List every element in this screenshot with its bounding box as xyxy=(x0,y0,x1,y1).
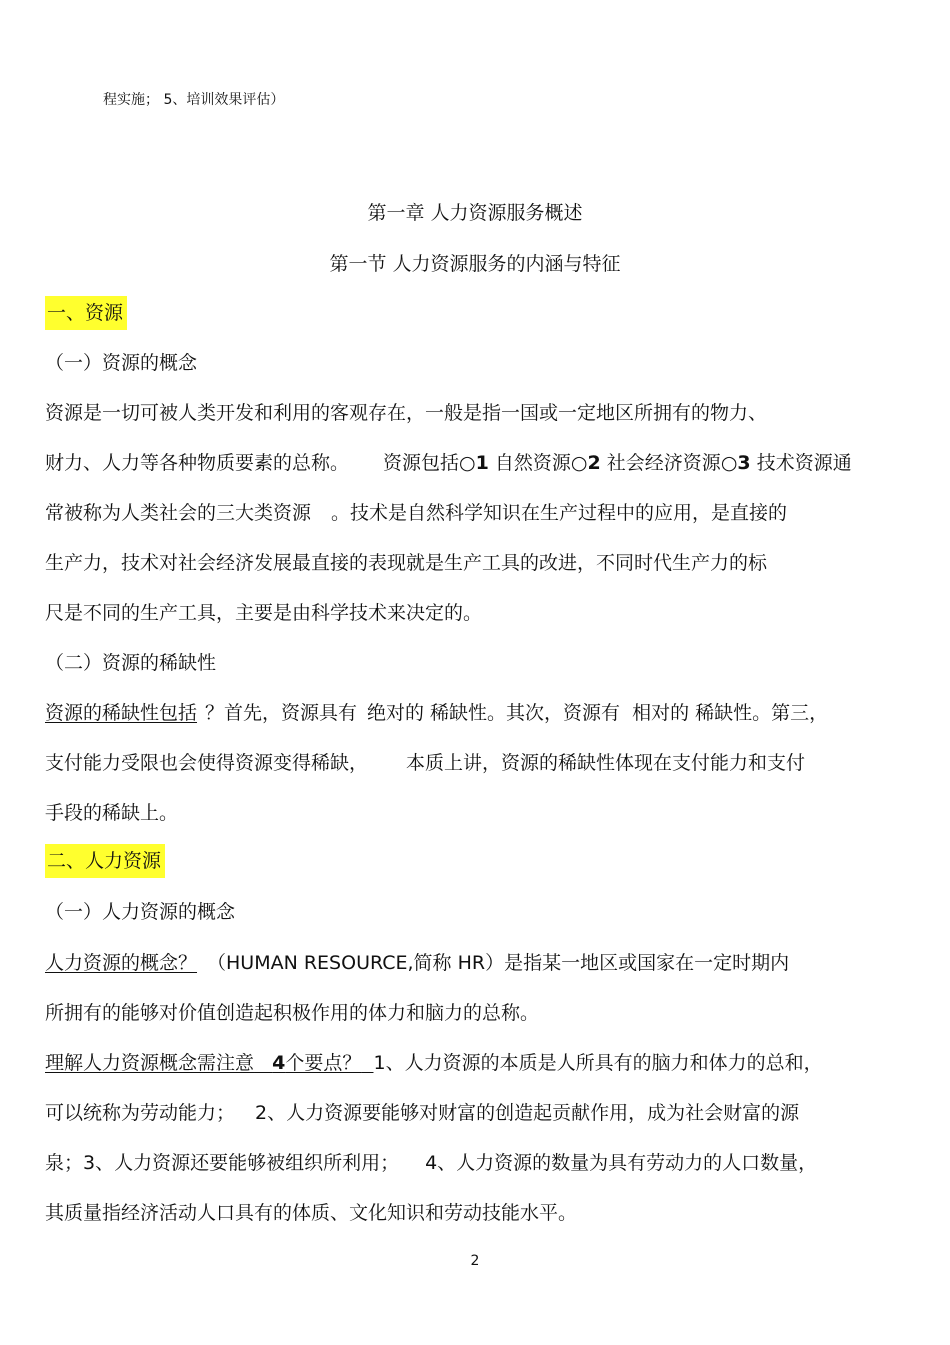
circle-marker: ○ xyxy=(720,452,738,474)
highlighted-heading: 一、资源 xyxy=(45,296,127,330)
subheading-hr-concept: （一）人力资源的概念 xyxy=(45,901,236,923)
text-run: 支付能力受限也会使得资源变得稀缺， xyxy=(45,752,369,774)
paragraph-line: 所拥有的能够对价值创造起积极作用的体力和脑力的总称。 xyxy=(45,1002,540,1024)
paragraph-line xyxy=(45,700,828,726)
chapter-title: 第一章 人力资源服务概述 xyxy=(367,202,583,224)
text-run: 理解人力资源概念需注意 xyxy=(45,1052,255,1074)
top-continuation-line: 程实施； 5、培训效果评估） xyxy=(103,92,285,108)
text-run: 自然资源 xyxy=(494,452,571,474)
text-run: 4、人力资源的数量为具有劳动力的人口数量， xyxy=(425,1152,818,1174)
subheading-resource-scarcity: （二）资源的稀缺性 xyxy=(45,652,217,674)
text-run: 稀缺性。第三， xyxy=(695,702,829,724)
text-run: ？首先，资源具有 xyxy=(205,702,358,724)
underlined-term: 资源的稀缺性包括 xyxy=(45,702,198,724)
paragraph-line: 手段的稀缺上。 xyxy=(45,802,179,824)
text-run: 4 xyxy=(272,1052,286,1074)
text-run: 。技术是自然科学知识在生产过程中的应用，是直接的 xyxy=(331,502,788,524)
subheading-resource-concept: （一）资源的概念 xyxy=(45,352,198,374)
text-run: 可以统称为劳动能力； xyxy=(45,1102,236,1124)
text-run: （HUMAN RESOURCE,简称 HR）是指某一地区或国家在一定时期内 xyxy=(207,952,790,974)
text-run: 资源包括 xyxy=(383,452,460,474)
text-run: 1 xyxy=(475,452,489,474)
underlined-term xyxy=(45,1052,373,1074)
text-run: 1、人力资源的本质是人所具有的脑力和体力的总和， xyxy=(373,1052,823,1074)
circle-marker: ○ xyxy=(459,452,476,474)
paragraph-line xyxy=(45,500,787,526)
paragraph-line: 其质量指经济活动人口具有的体质、文化知识和劳动技能水平。 xyxy=(45,1202,578,1224)
paragraph-line xyxy=(45,450,852,476)
text-run: 个要点？ xyxy=(285,1052,362,1074)
text-run: 绝对的 xyxy=(367,702,425,724)
paragraph-line: 资源是一切可被人类开发和利用的客观存在，一般是指一国或一定地区所拥有的物力、 xyxy=(45,402,768,424)
heading-resources xyxy=(45,300,127,326)
text-run: 技术资源通 xyxy=(756,452,852,474)
text-run: 2 xyxy=(587,452,601,474)
text-run: 泉；3、人力资源还要能够被组织所利用； xyxy=(45,1152,400,1174)
section-title: 第一节 人力资源服务的内涵与特征 xyxy=(329,253,621,275)
paragraph-line: 生产力，技术对社会经济发展最直接的表现就是生产工具的改进，不同时代生产力的标 xyxy=(45,552,768,574)
paragraph-line xyxy=(45,750,805,776)
page-number: 2 xyxy=(470,1253,480,1269)
highlighted-heading: 二、人力资源 xyxy=(45,844,165,878)
text-run: 常被称为人类社会的三大类资源 xyxy=(45,502,312,524)
paragraph-line xyxy=(45,950,789,976)
underlined-term: 人力资源的概念？ xyxy=(45,952,198,974)
text-run: 3 xyxy=(737,452,751,474)
text-run: 稀缺性。其次，资源有 xyxy=(430,702,621,724)
paragraph-line xyxy=(45,1050,823,1076)
text-run: 财力、人力等各种物质要素的总称。 xyxy=(45,452,350,474)
paragraph-line xyxy=(45,1150,817,1176)
circle-marker: ○ xyxy=(570,452,588,474)
paragraph-line: 尺是不同的生产工具，主要是由科学技术来决定的。 xyxy=(45,602,483,624)
text-run: 社会经济资源 xyxy=(606,452,721,474)
text-run: 2、人力资源要能够对财富的创造起贡献作用，成为社会财富的源 xyxy=(255,1102,800,1124)
paragraph-line xyxy=(45,1100,799,1126)
heading-human-resources xyxy=(45,848,165,874)
text-run: 本质上讲，资源的稀缺性体现在支付能力和支付 xyxy=(406,752,806,774)
text-run: 相对的 xyxy=(632,702,690,724)
